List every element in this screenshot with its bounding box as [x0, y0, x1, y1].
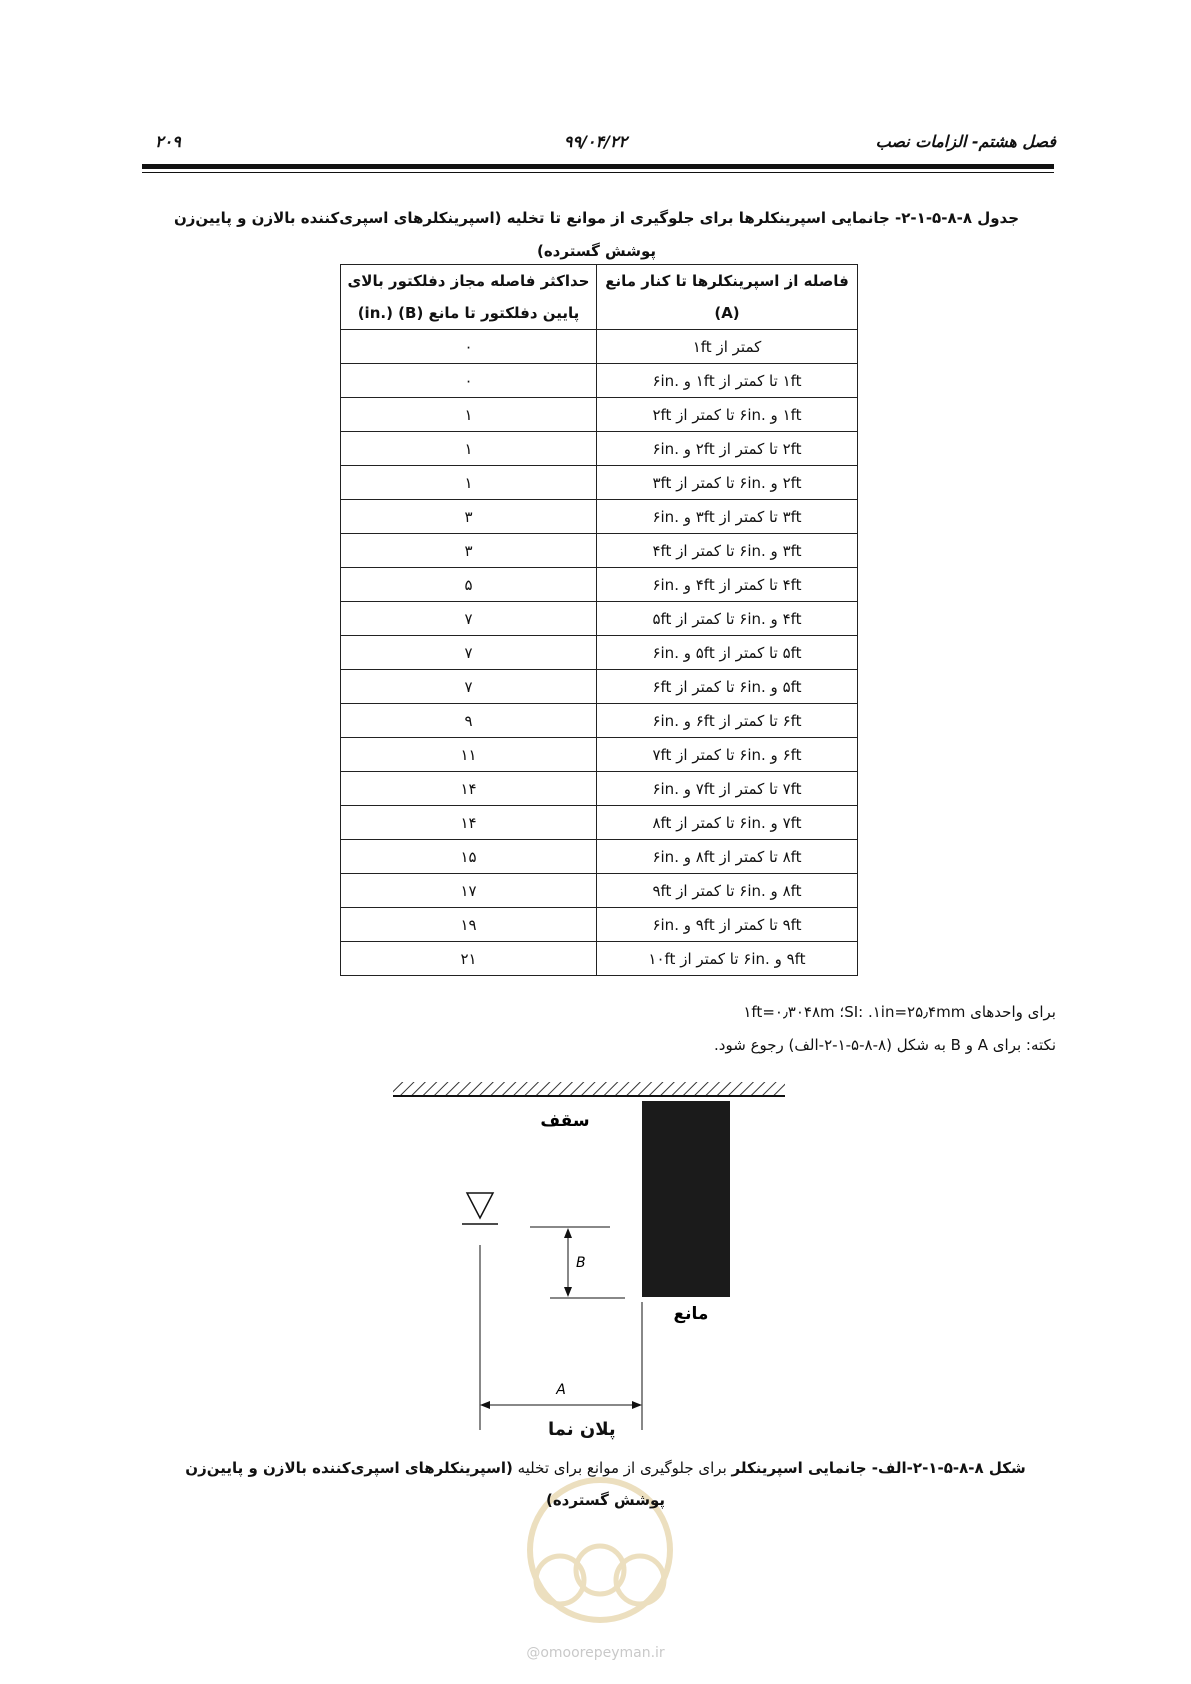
- cell-distance-a: ۲ft تا کمتر از ۲ft و .۶in: [597, 432, 858, 466]
- cell-distance-a: ۶ft تا کمتر از ۶ft و .۶in: [597, 704, 858, 738]
- reference-note: نکته: برای A و B به شکل (۸-۸-۵-۱-۲-الف) رجوع شود.: [714, 1036, 1056, 1054]
- cell-distance-a: ۳ft و .۶in تا کمتر از ۴ft: [597, 534, 858, 568]
- header-rule-thick: [142, 164, 1054, 169]
- table-row: [341, 908, 858, 942]
- table-row: [341, 602, 858, 636]
- table-body: [341, 330, 858, 976]
- cell-distance-a: ۳ft تا کمتر از ۳ft و .۶in: [597, 500, 858, 534]
- cell-distance-b: ۰: [341, 330, 597, 364]
- table-row: [341, 942, 858, 976]
- figure-caption-title: شکل ۸-۸-۵-۱-۲-الف- جانمایی اسپرینکلر: [731, 1459, 1026, 1477]
- view-label: پلان نما: [548, 1419, 616, 1440]
- table-row: [341, 738, 858, 772]
- cell-distance-a: ۷ft و .۶in تا کمتر از ۸ft: [597, 806, 858, 840]
- table-row: [341, 534, 858, 568]
- table-row: [341, 364, 858, 398]
- table-row: [341, 500, 858, 534]
- cell-distance-b: ۷: [341, 602, 597, 636]
- header-b-line2: پایین دفلکتور تا مانع (B) (.in): [357, 304, 580, 322]
- header-a-line2: (A): [714, 304, 740, 322]
- cell-distance-b: ۲۱: [341, 942, 597, 976]
- obstruction-block: [642, 1101, 730, 1297]
- dim-a-label: A: [556, 1382, 566, 1398]
- header-a-line1: فاصله از اسپرینکلرها تا کنار مانع: [605, 272, 849, 290]
- table-row: [341, 806, 858, 840]
- table-caption: جدول ۸-۸-۵-۱-۲- جانمایی اسپرینکلرها برای جلوگیری از موانع تا تخلیه (اسپرینکلرهای اسپری‌کننده بالازن و پایین‌زن پوشش گسترده): [173, 209, 1020, 260]
- dim-b-arrow-top: [564, 1228, 572, 1238]
- table-row: [341, 840, 858, 874]
- cell-distance-a: ۹ft تا کمتر از ۹ft و .۶in: [597, 908, 858, 942]
- cell-distance-b: ۱۷: [341, 874, 597, 908]
- ceiling-hatch: [393, 1082, 785, 1096]
- cell-distance-a: ۹ft و .۶in تا کمتر از ۱۰ft: [597, 942, 858, 976]
- cell-distance-a: ۴ft و .۶in تا کمتر از ۵ft: [597, 602, 858, 636]
- header-distance-b: [341, 265, 597, 330]
- spacing-table: [340, 264, 858, 976]
- cell-distance-b: ۷: [341, 670, 597, 704]
- table-row: [341, 398, 858, 432]
- table-row: [341, 466, 858, 500]
- cell-distance-b: ۱: [341, 432, 597, 466]
- sprinkler-icon: [467, 1193, 493, 1218]
- table-row: [341, 874, 858, 908]
- cell-distance-a: ۵ft تا کمتر از ۵ft و .۶in: [597, 636, 858, 670]
- table-row: [341, 670, 858, 704]
- cell-distance-a: ۵ft و .۶in تا کمتر از ۶ft: [597, 670, 858, 704]
- chapter-title: فصل هشتم- الزامات نصب: [875, 132, 1056, 151]
- si-units-note: برای واحدهای SI: .۱in=۲۵٫۴mm؛ ۱ft=۰٫۳۰۴۸m: [743, 1003, 1056, 1021]
- table-header-row: [341, 265, 858, 330]
- cell-distance-b: ۱۵: [341, 840, 597, 874]
- cell-distance-b: ۳: [341, 534, 597, 568]
- cell-distance-b: ۱۹: [341, 908, 597, 942]
- dim-b-arrow-bottom: [564, 1287, 572, 1297]
- cell-distance-a: ۷ft تا کمتر از ۷ft و .۶in: [597, 772, 858, 806]
- table-row: [341, 432, 858, 466]
- header-rule-thin: [142, 172, 1054, 173]
- cell-distance-b: ۵: [341, 568, 597, 602]
- cell-distance-a: ۱ft تا کمتر از ۱ft و .۶in: [597, 364, 858, 398]
- sprinkler-diagram: [380, 1070, 800, 1450]
- table-row: [341, 772, 858, 806]
- table-row: [341, 330, 858, 364]
- cell-distance-a: ۶ft و .۶in تا کمتر از ۷ft: [597, 738, 858, 772]
- cell-distance-b: ۷: [341, 636, 597, 670]
- figure-caption: [160, 1452, 1051, 1516]
- page-number: ۲۰۹: [155, 132, 181, 151]
- dim-a-arrow-right: [632, 1401, 642, 1409]
- figure-caption-end: (اسپرینکلرهای اسپری‌کننده بالازن و پایین‌زن پوشش گسترده): [185, 1459, 666, 1509]
- table-row: [341, 704, 858, 738]
- cell-distance-b: ۹: [341, 704, 597, 738]
- table-row: [341, 568, 858, 602]
- header-date: ۹۹/۰۴/۲۲: [563, 132, 628, 151]
- cell-distance-a: ۸ft تا کمتر از ۸ft و .۶in: [597, 840, 858, 874]
- cell-distance-a: ۸ft و .۶in تا کمتر از ۹ft: [597, 874, 858, 908]
- figure-caption-middle: برای جلوگیری از موانع برای تخلیه: [512, 1459, 732, 1477]
- cell-distance-b: ۱۴: [341, 806, 597, 840]
- ceiling-label: سقف: [540, 1111, 590, 1131]
- table-row: [341, 636, 858, 670]
- cell-distance-b: ۱۱: [341, 738, 597, 772]
- header-distance-a: [597, 265, 858, 330]
- header-b-line1: حداکثر فاصله مجاز دفلکتور بالای: [347, 272, 590, 290]
- cell-distance-a: ۲ft و .۶in تا کمتر از ۳ft: [597, 466, 858, 500]
- cell-distance-b: ۱: [341, 398, 597, 432]
- cell-distance-a: ۱ft و .۶in تا کمتر از ۲ft: [597, 398, 858, 432]
- cell-distance-b: ۱۴: [341, 772, 597, 806]
- site-watermark: @omoorepeyman.ir: [526, 1645, 665, 1661]
- cell-distance-a: ۴ft تا کمتر از ۴ft و .۶in: [597, 568, 858, 602]
- obstruction-label: مانع: [673, 1304, 709, 1324]
- cell-distance-b: ۱: [341, 466, 597, 500]
- dim-b-label: B: [576, 1255, 586, 1271]
- cell-distance-b: ۰: [341, 364, 597, 398]
- cell-distance-a: کمتر از ۱ft: [597, 330, 858, 364]
- cell-distance-b: ۳: [341, 500, 597, 534]
- dim-a-arrow-left: [480, 1401, 490, 1409]
